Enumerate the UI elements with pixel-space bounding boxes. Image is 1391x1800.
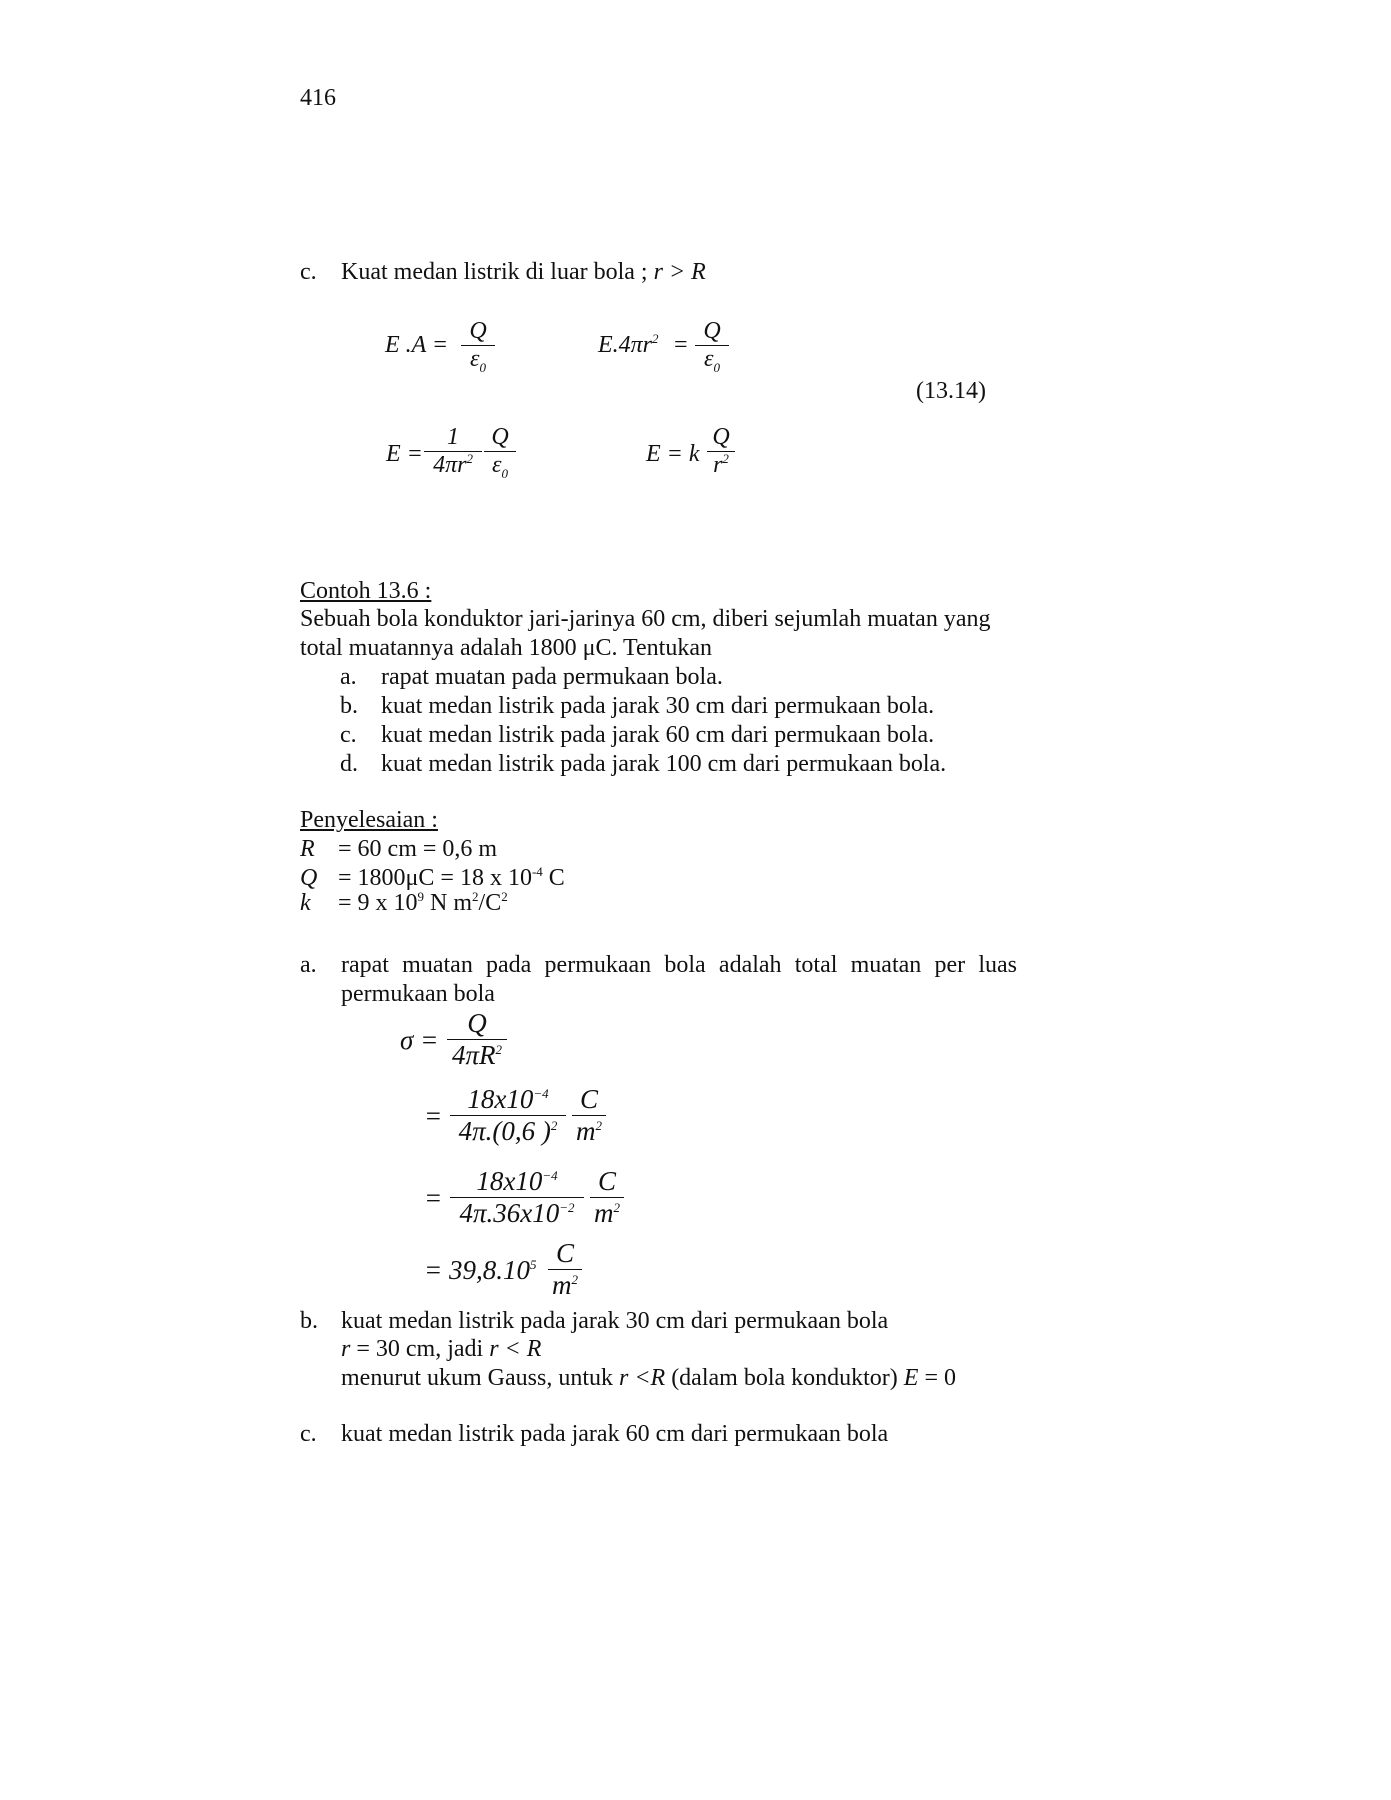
eq1-den-eps: ε: [470, 346, 480, 372]
unit-den: m: [576, 1116, 596, 1146]
unit-num: C: [597, 1166, 616, 1196]
sigma-f2-num-exp: −4: [533, 1086, 549, 1101]
sigma-fraction-3: [450, 1166, 584, 1229]
eq1-lhs: E .A =: [385, 332, 449, 358]
solution-title: Penyelesaian :: [300, 807, 438, 833]
example-item-text: kuat medan listrik pada jarak 100 cm dari permukaan bola.: [381, 751, 947, 777]
sigma-f3-num-exp: −4: [542, 1168, 558, 1183]
eq3-fraction-2: [484, 424, 516, 479]
unit-den-exp: 2: [595, 1118, 602, 1133]
example-item-text: kuat medan listrik pada jarak 60 cm dari permukaan bola.: [381, 722, 935, 748]
given-value: = 60 cm = 0,6 m: [338, 836, 498, 862]
unit-den-exp: 2: [613, 1200, 620, 1215]
eq2-exp: 2: [652, 331, 659, 346]
part-c-marker: c.: [300, 1421, 317, 1447]
sigma-f2-num: 18x10: [467, 1084, 534, 1114]
given-value: = 1800μC = 18 x $10^{-4}$ C: [338, 864, 565, 891]
eq2-numerator: Q: [703, 318, 721, 344]
part-a-line-1: rapat muatan pada permukaan bola adalah total muatan per luas: [341, 952, 1017, 978]
sigma-eq-3: =: [424, 1183, 443, 1213]
section-c-text: Kuat medan listrik di luar bola ;: [341, 259, 654, 285]
sigma-result-exp: 5: [529, 1257, 537, 1272]
sigma-f2-den: 4π.(0,6 ): [458, 1116, 551, 1146]
unit-num: C: [579, 1084, 598, 1114]
section-c-heading: [341, 258, 706, 287]
example-title: Contoh 13.6 :: [300, 578, 432, 604]
sigma-unit-3: [590, 1166, 624, 1229]
example-item-marker: b.: [340, 693, 358, 719]
part-c-text: kuat medan listrik pada jarak 60 cm dari permukaan bola: [341, 1421, 889, 1447]
sigma-lhs: σ =: [400, 1025, 439, 1055]
eq2-equals: =: [672, 332, 689, 358]
example-line-2: total muatannya adalah 1800 μC. Tentukan: [300, 635, 712, 661]
eq2-den-sub: 0: [713, 359, 720, 375]
eq4-lhs: E = k: [646, 441, 700, 467]
sigma-result: [424, 1255, 536, 1286]
page-number: 416: [300, 85, 336, 111]
example-line-1: Sebuah bola konduktor jari-jarinya 60 cm, diberi sejumlah muatan yang: [300, 606, 991, 632]
eq2-lhs: E.4πr: [598, 332, 653, 358]
example-item-marker: c.: [340, 722, 357, 748]
given-symbol: k: [300, 890, 311, 916]
eq4-den-exp: 2: [722, 451, 729, 466]
eq3-den-eps: ε: [492, 452, 502, 478]
eq3-num2: Q: [491, 424, 509, 450]
eq2-fraction: [695, 318, 729, 373]
sigma-f1-den-exp: 2: [495, 1042, 503, 1057]
eq3-den1: 4πr: [433, 452, 467, 478]
given-symbol: R: [300, 836, 315, 862]
eq4-den: r: [713, 452, 723, 478]
eq2-den-eps: ε: [704, 346, 714, 372]
example-item-marker: a.: [340, 664, 357, 690]
example-item-text: rapat muatan pada permukaan bola.: [381, 664, 723, 690]
given-value: = 9 x $10^9$ N $m^2/C^2$: [338, 889, 508, 916]
sigma-unit-2: [572, 1084, 606, 1147]
sigma-f3-den-exp: −2: [559, 1200, 575, 1215]
equation-number: (13.14): [916, 378, 986, 404]
part-a-line-2: permukaan bola: [341, 981, 495, 1007]
section-c-condition: r > R: [653, 259, 706, 285]
unit-den-exp: 2: [571, 1272, 578, 1287]
eq4-numerator: Q: [712, 424, 730, 450]
example-item-text: kuat medan listrik pada jarak 30 cm dari permukaan bola.: [381, 693, 935, 719]
eq3-lhs: E =: [386, 441, 423, 467]
example-item-marker: d.: [340, 751, 358, 777]
sigma-f3-den: 4π.36x10: [459, 1198, 560, 1228]
sigma-f1-num: Q: [467, 1008, 487, 1038]
eq1-fraction: [461, 318, 495, 373]
eq3-num1: 1: [447, 424, 459, 450]
given-symbol: Q: [300, 865, 318, 891]
part-a-marker: a.: [300, 952, 317, 978]
unit-num: C: [555, 1238, 574, 1268]
eq2-lhs-wrap: [598, 332, 689, 359]
unit-den: m: [594, 1198, 614, 1228]
sigma-fraction-1: [447, 1008, 507, 1071]
sigma-unit-4: [548, 1238, 582, 1301]
eq4-fraction: [707, 424, 735, 479]
part-b-line-3: menurut ukum Gauss, untuk r <R (dalam bola konduktor) E = 0: [341, 1365, 957, 1391]
part-b-line-1: kuat medan listrik pada jarak 30 cm dari permukaan bola: [341, 1308, 889, 1334]
eq3-den-sub: 0: [501, 465, 508, 481]
part-b-marker: b.: [300, 1308, 318, 1334]
eq3-den1-exp: 2: [466, 451, 473, 466]
section-c-marker: c.: [300, 259, 317, 285]
sigma-result-value: = 39,8.10: [424, 1255, 530, 1285]
sigma-eq-2: =: [424, 1101, 443, 1131]
eq3-fraction-1: [424, 424, 482, 479]
eq1-den-sub: 0: [479, 359, 486, 375]
sigma-f1-den: 4πR: [451, 1040, 496, 1070]
sigma-f2-den-exp: 2: [550, 1118, 558, 1133]
sigma-fraction-2: [450, 1084, 566, 1147]
unit-den: m: [552, 1270, 572, 1300]
part-b-line-2: r = 30 cm, jadi r < R: [341, 1336, 542, 1362]
sigma-f3-num: 18x10: [476, 1166, 543, 1196]
eq1-numerator: Q: [469, 318, 487, 344]
